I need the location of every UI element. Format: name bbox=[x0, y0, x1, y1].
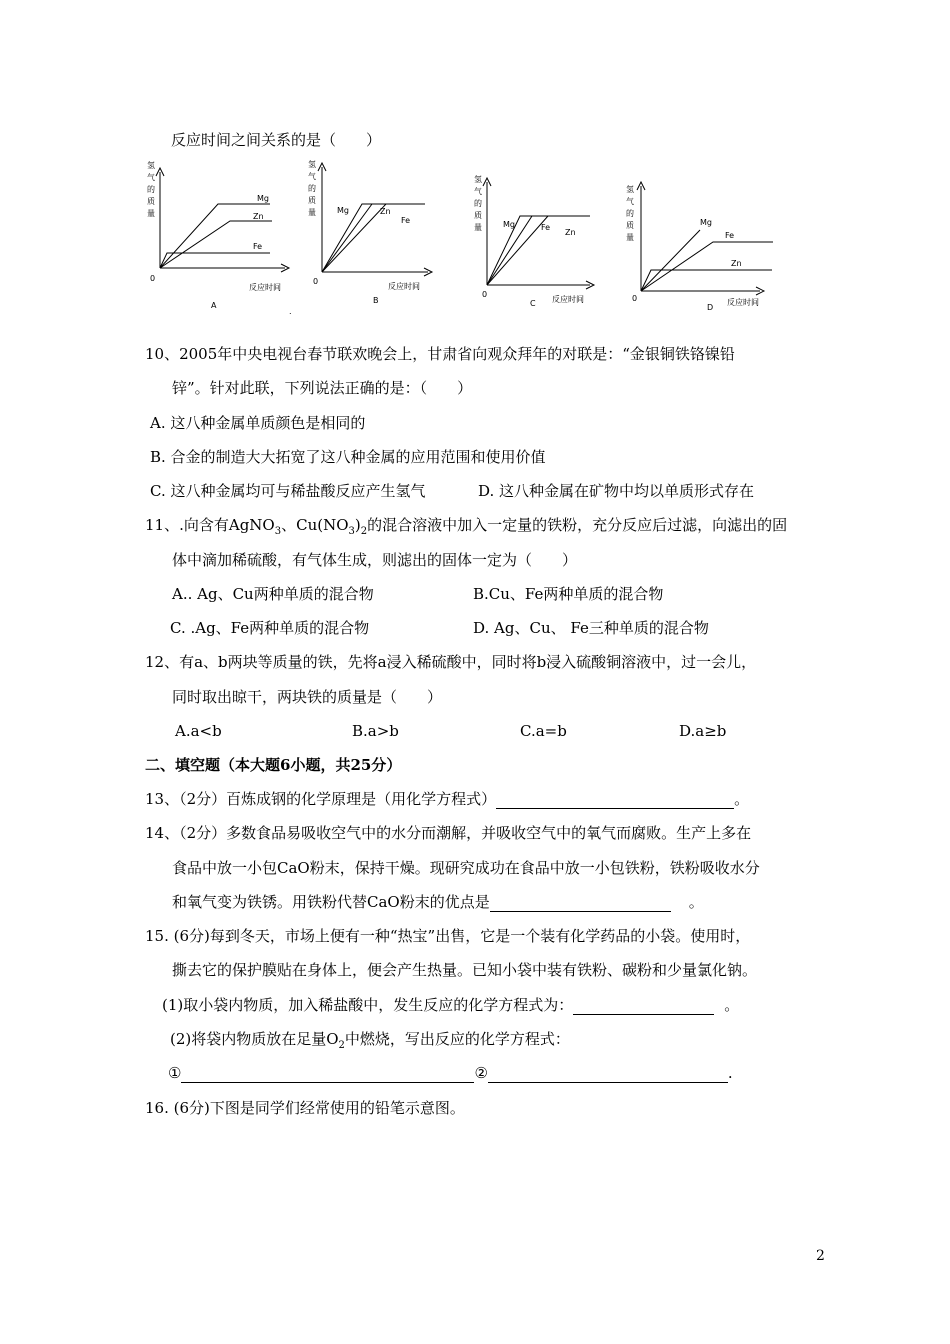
q13-text: 13、（2分）百炼成钢的化学原理是（用化学方程式） bbox=[145, 790, 497, 808]
q15-answer-blank-1[interactable] bbox=[181, 1066, 474, 1083]
q10-option-b: B. 合金的制造大大拓宽了这八种金属的应用范围和使用价值 bbox=[150, 448, 546, 466]
graph-c-ylabel-2: 气 bbox=[474, 187, 482, 196]
q12-option-b: B.a>b bbox=[352, 722, 399, 740]
graph-c-ylabel-4: 质 bbox=[474, 211, 482, 220]
q15-line2: 撕去它的保护膜贴在身体上，便会产生热量。已知小袋中装有铁粉、碳粉和少量氯化钠。 bbox=[172, 961, 758, 979]
q11-line1-pre: 11、.向含有AgNO bbox=[145, 516, 275, 534]
q13-answer-blank[interactable] bbox=[496, 792, 734, 809]
graph-c-series-label-3: Zn bbox=[565, 228, 576, 237]
q15-sub2-sub: 2 bbox=[338, 1040, 345, 1051]
graph-a-xlabel: 反应时间 bbox=[249, 283, 281, 292]
q10-option-c: C. 这八种金属均可与稀盐酸反应产生氢气 bbox=[150, 482, 426, 500]
q15-sub1-answer-blank[interactable] bbox=[573, 998, 714, 1015]
q11-option-d: D. Ag、Cu、 Fe三种单质的混合物 bbox=[473, 619, 709, 637]
q13-line bbox=[145, 789, 749, 809]
graph-a-series-label-2: Zn bbox=[253, 212, 264, 221]
q12-option-d: D.a≥b bbox=[679, 722, 727, 740]
graph-b-xlabel: 反应时间 bbox=[388, 282, 420, 291]
q14-line3-text: 和氧气变为铁锈。用铁粉代替CaO粉末的优点是 bbox=[172, 893, 490, 911]
section2-title: 二、填空题（本大题6小题，共25分） bbox=[145, 756, 402, 774]
graph-c-series-label-1: Mg bbox=[503, 220, 515, 229]
q11-line1 bbox=[145, 515, 787, 542]
graph-b-ylabel-1: 氢 bbox=[308, 160, 316, 169]
graph-a-series-fe bbox=[160, 253, 270, 268]
graph-c-ylabel-3: 的 bbox=[474, 199, 482, 208]
graph-a-ylabel-2: 气 bbox=[147, 173, 155, 182]
q14-end: 。 bbox=[688, 893, 704, 911]
graph-b-ylabel-2: 气 bbox=[308, 172, 316, 181]
graph-a-ylabel-4: 质 bbox=[147, 197, 155, 206]
q15-answers bbox=[168, 1063, 733, 1083]
q15-answer-blank-2[interactable] bbox=[488, 1066, 728, 1083]
graph-b-ylabel-5: 量 bbox=[308, 208, 316, 217]
graph-c-origin: 0 bbox=[482, 290, 488, 299]
graph-b-origin: 0 bbox=[313, 277, 319, 286]
graph-d-ylabel-3: 的 bbox=[626, 209, 634, 218]
graph-d-series-mg bbox=[641, 230, 700, 291]
q10-option-a: A. 这八种金属单质颜色是相同的 bbox=[150, 414, 366, 432]
q15-line1: 15. (6分)每到冬天，市场上便有一种“热宝”出售，它是一个装有化学药品的小袋。使用时， bbox=[145, 927, 751, 945]
graph-d-ylabel-5: 量 bbox=[626, 233, 634, 242]
q13-end: 。 bbox=[734, 790, 750, 808]
graph-b-series-label-1: Mg bbox=[337, 206, 349, 215]
page-number: 2 bbox=[816, 1248, 825, 1264]
graph-b-series-label-2: Zn bbox=[380, 207, 391, 216]
q10-line1: 10、2005年中央电视台春节联欢晚会上，甘肃省向观众拜年的对联是：“金银铜铁铬镍铅 bbox=[145, 345, 735, 363]
graph-d-series-label-2: Fe bbox=[725, 231, 735, 240]
graph-d-label: D bbox=[707, 303, 714, 312]
q14-line2: 食品中放一小包CaO粉末，保持干燥。现研究成功在食品中放一小包铁粉，铁粉吸收水分 bbox=[172, 859, 760, 877]
q14-answer-blank[interactable] bbox=[490, 895, 671, 912]
q15-end: . bbox=[727, 1064, 733, 1082]
q11-line2: 体中滴加稀硫酸，有气体生成，则滤出的固体一定为（ ） bbox=[172, 551, 578, 569]
q15-sub1 bbox=[162, 995, 739, 1015]
graph-c-series-label-2: Fe bbox=[541, 223, 551, 232]
graph-a-label: A bbox=[211, 301, 217, 310]
q14-line1: 14、（2分）多数食品易吸收空气中的水分而潮解，并吸收空气中的氧气而腐败。生产上多在 bbox=[145, 824, 752, 842]
graph-d-ylabel-4: 质 bbox=[626, 221, 634, 230]
q12-line2: 同时取出晾干，两块铁的质量是（ ） bbox=[172, 688, 443, 706]
graph-b-ylabel-4: 质 bbox=[308, 196, 316, 205]
graph-d-series-zn bbox=[641, 270, 772, 291]
graph-d-origin: 0 bbox=[632, 294, 638, 303]
graph-a-series-label-1: Mg bbox=[257, 194, 269, 203]
q12-line1: 12、有a、b两块等质量的铁，先将a浸入稀硫酸中，同时将b浸入硫酸铜溶液中，过一会儿， bbox=[145, 653, 757, 671]
graph-b-ylabel-3: 的 bbox=[308, 184, 316, 193]
graph-d-xlabel: 反应时间 bbox=[727, 298, 759, 307]
q11-sub2: 3 bbox=[348, 526, 355, 537]
graph-d-series-label-3: Zn bbox=[731, 259, 742, 268]
graph-a-ylabel-1: 氢 bbox=[147, 161, 155, 170]
q12-option-c: C.a=b bbox=[520, 722, 567, 740]
graph-c-ylabel-5: 量 bbox=[474, 223, 482, 232]
graph-a-ylabel-3: 的 bbox=[147, 185, 155, 194]
graph-d-ylabel-1: 氢 bbox=[626, 185, 634, 194]
graph-d-series-fe bbox=[641, 242, 773, 291]
q15-sub1-end: 。 bbox=[724, 996, 740, 1014]
q15-mark2: ② bbox=[474, 1064, 488, 1082]
q11-option-a: A.. Ag、Cu两种单质的混合物 bbox=[172, 585, 374, 603]
q11-option-b: B.Cu、Fe两种单质的混合物 bbox=[473, 585, 664, 603]
graph-b-series-fe bbox=[322, 204, 386, 272]
q11-option-c: C. .Ag、Fe两种单质的混合物 bbox=[170, 619, 370, 637]
graph-c-xlabel: 反应时间 bbox=[552, 295, 584, 304]
q11-line1-mid2: ) bbox=[354, 516, 361, 534]
q15-sub2-post: 中燃烧，写出反应的化学方程式： bbox=[344, 1030, 570, 1048]
q12-option-a: A.a<b bbox=[175, 722, 222, 740]
graph-c-label: C bbox=[530, 299, 536, 308]
q10-option-d: D. 这八种金属在矿物中均以单质形式存在 bbox=[478, 482, 755, 500]
graph-c-series-zn bbox=[487, 216, 551, 285]
graph-a-series-label-3: Fe bbox=[253, 242, 263, 251]
q15-sub1-text: (1)取小袋内物质，加入稀盐酸中，发生反应的化学方程式为： bbox=[162, 996, 574, 1014]
q15-sub2-pre: (2)将袋内物质放在足量O bbox=[170, 1030, 339, 1048]
q14-line3 bbox=[172, 892, 704, 912]
graph-d-series-label-1: Mg bbox=[700, 218, 712, 227]
graph-a-dot: . bbox=[289, 307, 292, 316]
graph-b-label: B bbox=[373, 296, 379, 305]
q9-prompt-tail: 反应时间之间关系的是（ ） bbox=[171, 131, 382, 149]
q15-sub2 bbox=[170, 1029, 570, 1056]
graph-c-ylabel-1: 氢 bbox=[474, 175, 482, 184]
graph-b-series-label-3: Fe bbox=[401, 216, 411, 225]
q15-mark1: ① bbox=[168, 1064, 182, 1082]
q9-graphs bbox=[0, 150, 950, 350]
graph-d-ylabel-2: 气 bbox=[626, 197, 634, 206]
q11-sub3: 2 bbox=[360, 526, 368, 537]
q10-line2: 锌”。针对此联，下列说法正确的是：（ ） bbox=[172, 379, 473, 397]
graph-a-ylabel-5: 量 bbox=[147, 209, 155, 218]
graph-a-origin: 0 bbox=[150, 274, 156, 283]
q16-text: 16. (6分)下图是同学们经常使用的铅笔示意图。 bbox=[145, 1099, 465, 1117]
q11-line1-post: 的混合溶液中加入一定量的铁粉，充分反应后过滤，向滤出的固 bbox=[367, 516, 788, 534]
q11-sub1: 3 bbox=[274, 526, 282, 537]
q11-line1-mid: 、Cu(NO bbox=[281, 516, 349, 534]
